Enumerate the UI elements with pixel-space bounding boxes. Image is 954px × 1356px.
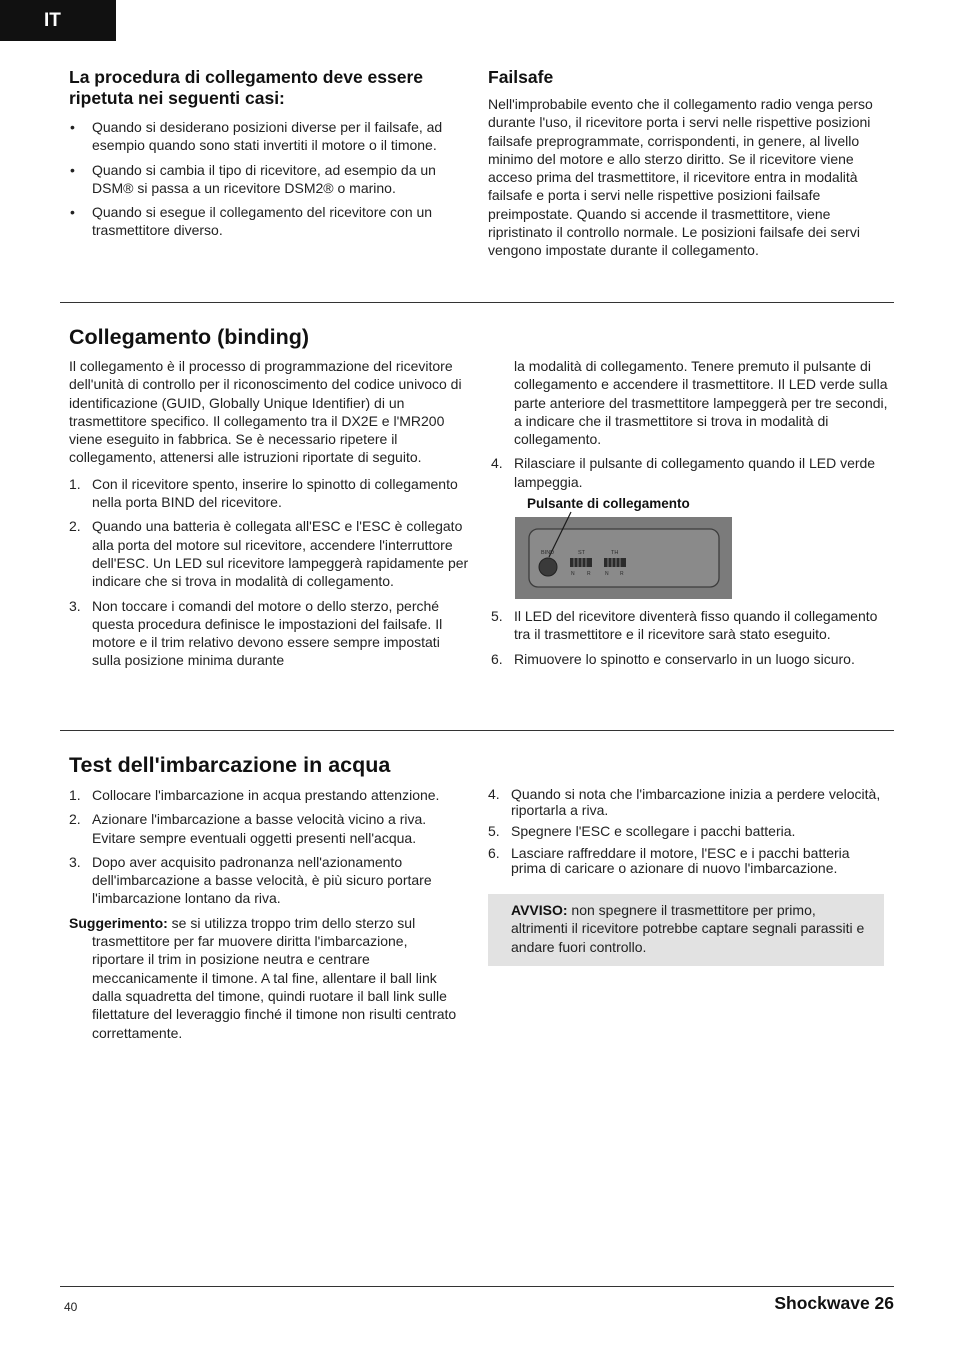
step-text: Quando si nota che l'imbarcazione inizia a perdere velocità, riportarla a riva.: [511, 786, 881, 818]
relink-list: [69, 118, 459, 240]
steering-port-label: ST: [578, 550, 586, 556]
relink-section: [69, 67, 459, 246]
failsafe-heading: Failsafe: [488, 67, 554, 87]
step-number: 3.: [69, 853, 81, 870]
step-text: Lasciare raffreddare il motore, l'ESC e i pacchi batteria prima di caricare o azionare di nuovo l'imbarcazione.: [511, 844, 850, 877]
step-text: Il LED del ricevitore diventerà fisso quando il collegamento tra il trasmettitore e il ricevitore sarà stato eseguito.: [514, 608, 878, 643]
list-item: [69, 853, 461, 908]
list-item: [69, 597, 471, 670]
list-item: [69, 118, 459, 155]
step-text: Rilasciare il pulsante di collegamento quando il LED verde lampeggia.: [514, 455, 876, 490]
throttle-port-label: TH: [611, 550, 619, 556]
notice-paragraph: [511, 901, 874, 956]
language-tab: [0, 0, 116, 41]
step-text: Dopo aver acquisito padronanza nell'azionamento dell'imbarcazione a basse velocità, è più sicuro portare l'imbarcazione lontano da riva.: [92, 853, 432, 907]
bind-button-icon: [539, 558, 557, 576]
relink-heading: La procedura di collegamento deve essere ripetuta nei seguenti casi:: [69, 67, 424, 108]
binding-steps-5-6: [491, 607, 893, 668]
list-item: [488, 824, 888, 840]
list-item-text: Quando si cambia il tipo di ricevitore, ad esempio da un DSM® si passa a un ricevitore DSM2® o marino.: [92, 161, 436, 196]
section-divider: [60, 302, 894, 303]
list-item: [69, 475, 471, 512]
step-number: 4.: [491, 455, 503, 472]
water-test-steps-left: [69, 786, 461, 908]
binding-right-column: [491, 357, 891, 497]
steering-reverse-label: R: [587, 571, 591, 577]
language-tab-label: IT: [44, 10, 61, 31]
step-number: 4.: [488, 786, 500, 802]
product-name: Shockwave 26: [774, 1293, 894, 1313]
step-number: 3.: [69, 597, 81, 614]
step-text: Con il ricevitore spento, inserire lo spinotto di collegamento nella porta BIND del ricevitore.: [92, 475, 458, 511]
steering-normal-label: N: [571, 571, 575, 577]
list-item: [491, 454, 891, 491]
notice-label: AVVISO:: [511, 902, 568, 918]
step-number: 1.: [69, 475, 81, 492]
step3-continuation: la modalità di collegamento. Tenere premuto il pulsante di collegamento e accendere il trasmettitore. Il LED verde sulla parte anteriore del trasmettitore lampeggerà per tre secondi, a indicare che il trasmettitore si trova in modalità di collegamento.: [514, 358, 888, 448]
step-text: Rimuovere lo spinotto e conservarlo in un luogo sicuro.: [514, 650, 855, 667]
list-item-text: Quando si desiderano posizioni diverse per il failsafe, ad esempio quando sono stati invertiti il motore o il timone.: [92, 119, 443, 154]
binding-step-4: [491, 454, 891, 491]
list-item: [69, 161, 459, 198]
throttle-normal-label: N: [605, 571, 609, 577]
step-text: Quando una batteria è collegata all'ESC e l'ESC è collegato alla porta del motore sul ricevitore, accendere l'interruttore dell'ESC. Un LED sul ricevitore lampeggerà rapidamente per indicare che si trova in modalità di collegamento.: [92, 518, 469, 590]
step-text: Non toccare i comandi del motore o dello sterzo, perché questa procedura definisce le impostazioni del failsafe. Il motore e il trim relativo devono essere sempre impostati sulla posizione minima durante: [92, 597, 443, 669]
throttle-reverse-label: R: [620, 571, 624, 577]
throttle-reverse-switch-icon: [604, 558, 626, 567]
list-item: [69, 517, 471, 590]
list-item-text: Quando si esegue il collegamento del ricevitore con un trasmettitore diverso.: [92, 204, 433, 239]
binding-steps-right: [491, 607, 893, 674]
list-item: [69, 786, 461, 804]
figure-label: Pulsante di collegamento: [527, 496, 690, 511]
footer-divider: [60, 1286, 894, 1287]
step-number: 5.: [491, 608, 503, 624]
list-item: [491, 607, 893, 644]
notice-box: [488, 894, 884, 966]
page-number: 40: [64, 1300, 78, 1314]
step-text: Collocare l'imbarcazione in acqua prestando attenzione.: [92, 787, 440, 803]
tip-text: se si utilizza troppo trim dello sterzo sul trasmettitore per far muovere diritta l'imbarcazione, riportare il trim in posizione neutra e centrare meccanicamente il timone. A tal fine, allentare il ball link dalla squadretta del timone, quindi ruotare il ball link sulle filettature del leveraggio finché il timone non risulti centrato correttamente.: [92, 914, 457, 1041]
binding-left-column: [69, 357, 471, 676]
binding-intro: Il collegamento è il processo di programmazione del ricevitore dell'unità di controllo per il riconoscimento del codice univoco di identificazione (GUID, Globally Unique Identifier) di un trasmettitore specifico. Il collegamento tra il DX2E e l'MR200 viene eseguito in fabbrica. Se è necessario ripetere il collegamento, attenersi alle istruzioni riportate di seguito.: [69, 358, 462, 466]
water-test-left-column: [69, 786, 461, 1042]
list-item: [69, 810, 461, 847]
list-item: [488, 787, 888, 818]
water-test-steps-right: [488, 787, 888, 877]
bind-port-label: BIND: [541, 550, 555, 556]
step-number: 1.: [69, 787, 81, 803]
list-item: [491, 650, 893, 668]
step-number: 6.: [491, 650, 503, 667]
water-test-right-column: [488, 787, 888, 883]
steering-reverse-switch-icon: [570, 558, 592, 567]
step-text: Spegnere l'ESC e scollegare i pacchi batteria.: [511, 823, 796, 840]
step-number: 6.: [488, 844, 500, 861]
failsafe-body: Nell'improbabile evento che il collegamento radio venga perso durante l'uso, il ricevitore porta i servi nelle rispettive posizioni failsafe preprogrammate, corrispondenti, in genere, al livello minimo del motore e allo sterzo diritto. Se il ricevitore viene acceso prima del trasmettitore, il ricevitore entra in modalità failsafe e porta i servi nelle rispettive posizioni failsafe preimpostate. Quando si accende il trasmettitore, viene ripristinato il controllo normale. Le posizioni failsafe dei servi vengono impostate durante il collegamento.: [488, 96, 873, 259]
receiver-illustration: [515, 510, 732, 599]
binding-steps-left: [69, 475, 471, 670]
list-item: [69, 203, 459, 240]
step-number: 2.: [69, 811, 81, 828]
section-divider: [60, 730, 894, 731]
water-test-heading: Test dell'imbarcazione in acqua: [69, 753, 391, 777]
step-text: Azionare l'imbarcazione a basse velocità vicino a riva. Evitare sempre eventuali oggetti presenti nell'acqua.: [92, 811, 427, 846]
tip-paragraph: [69, 914, 461, 1042]
binding-heading: Collegamento (binding): [69, 325, 310, 349]
step-number: 5.: [488, 823, 500, 840]
tip-label: Suggerimento:: [69, 914, 168, 931]
list-item: [488, 846, 888, 877]
failsafe-section: [488, 67, 874, 260]
step-number: 2.: [69, 518, 81, 535]
notice-text: non spegnere il trasmettitore per primo, altrimenti il ricevitore potrebbe captare segnali parassiti e andare fuori controllo.: [511, 902, 865, 955]
